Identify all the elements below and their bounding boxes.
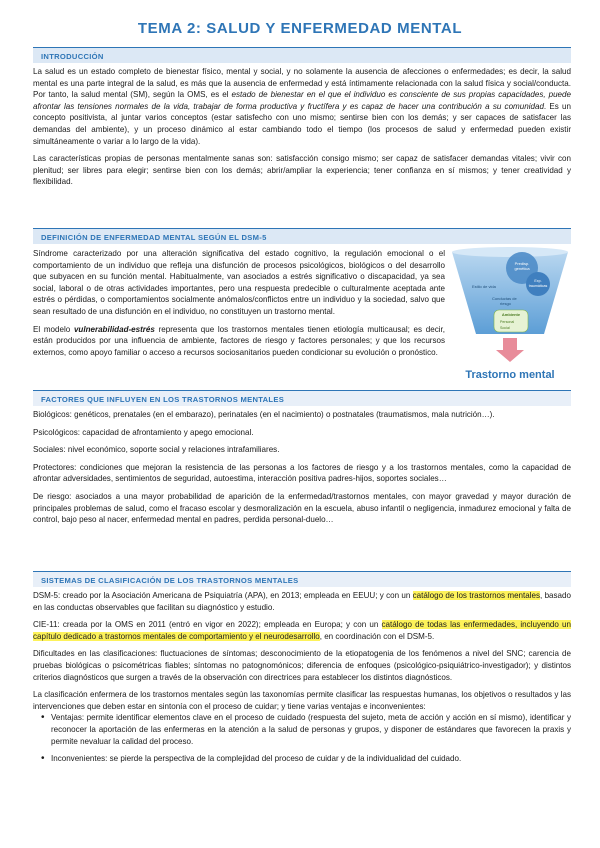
fig-label-personal: Personal bbox=[500, 320, 515, 324]
section-heading-intro: INTRODUCCIÓN bbox=[33, 47, 571, 63]
intro-body bbox=[33, 66, 571, 188]
def-p2-text: El modelo bbox=[33, 324, 74, 334]
cie11-paragraph bbox=[33, 619, 571, 642]
difficulties-paragraph: Dificultades en las clasificaciones: fluctuaciones de síntomas; desconocimiento de la etiopatogenia de los fenómenos a nivel del SNC; carencia de pruebas biológicas o psicométricas fiables; síntomas no patognomónicos; diferencia de enfoques (psicológico-psiquiátrico-investigador); y distintos criterios diagnósticos que surgen a través de la observación con directrices para establecer los distintos diagnósticos. bbox=[33, 649, 571, 682]
intro-p1-italic: estado de bienestar en el que el individuo es consciente de sus propias capacidades, puede afrontar las tensiones normales de la vida, trabajar de forma productiva y fructífera y es capaz de hacer una contribución a su comunidad bbox=[33, 90, 571, 111]
factor-risk: De riesgo: asociados a una mayor probabilidad de aparición de la enfermedad/trastornos mentales, con mayor gravedad y mayor duración de principales problemas de salud, como el fracaso escolar y desmoralización en la escuela, abuso infantil o negligencia, inmadurez emocional y falta de control, bajo peso al nacer, enfermedad mental en padres, perdida personal-duelo… bbox=[33, 491, 571, 525]
vulnerability-stress-diagram bbox=[448, 246, 572, 386]
definition-paragraph-1: Síndrome caracterizado por una alteración significativa del estado cognitivo, la regulación emocional o el comportamiento de un individuo que refleja una disfunción de procesos psicológicos, biológicos o del desarrollo que subyacen en su función mental. Habitualmente, van asociados a estrés significativo o discapacidad, ya sea social, laboral o de otras actividades importantes, pero una respuesta predecible o culturalmente aceptada ante estrés o pérdidas, o comportamientos socialmente anómalos/conflictos entre un individuo y la sociedad, salvo que sean resultado de una disfunción en el individuo, no constituyen un trastorno mental. bbox=[33, 249, 445, 316]
section-heading-factors: FACTORES QUE INFLUYEN EN LOS TRASTORNOS MENTALES bbox=[33, 390, 571, 406]
intro-p1-text: La salud es un estado completo de bienestar físico, mental y social, y no solamente la ausencia de afecciones o enfermedades; es decir, la salud mental es una parte integral de la salud, es más que la ausencia de enfermedad y está íntimamente relacionada con la salud física y social/conducta. Por tanto, la salud mental (SM), según la OMS, es el bbox=[33, 67, 571, 100]
fig-label-predisp: Predisp. bbox=[514, 261, 530, 266]
fig-label-genetica: genética bbox=[514, 266, 530, 271]
fig-label-exp: Exp. bbox=[534, 279, 542, 283]
dsm-text: DSM-5: creado por la Asociación Americana de Psiquiatría (APA), en 2013; empleada en EEUU; y con un bbox=[33, 591, 413, 600]
def-p2-text-end: representa que los trastornos mentales tienen etiología multicausal; es decir, están producidos por una influencia de ambiente, factores de riesgo y factores personales; y que los recursos externos, como apoyo familiar o acceso a recursos sociosanitarios pueden condicionar su evolución o pronóstico. bbox=[33, 324, 445, 357]
intro-paragraph-1 bbox=[33, 66, 571, 147]
cup-rim bbox=[452, 247, 568, 257]
intro-paragraph-2: Las características propias de personas mentalmente sanas son: satisfacción consigo mismo; ser capaz de satisfacer demandas vitales; vivir con plenitud; ser libres para elegir; sentirse bien con los demás; abrir/ampliar la experiencia; tener confianza en sí mismos; y tener creatividad y flexibilidad. bbox=[33, 154, 571, 187]
factor-biological: Biológicos: genéticos, prenatales (en el embarazo), perinatales (en el nacimiento) o postnatales (traumatismos, mala nutrición…). bbox=[33, 410, 495, 419]
fig-label-conductas: Conductas de bbox=[492, 296, 517, 301]
fig-label-ambiente: Ambiente bbox=[501, 312, 521, 317]
factor-protective: Protectores: condiciones que mejoran la resistencia de las personas a los factores de riesgo y a los trastornos mentales, como la capacidad de afrontar adversidades, sentimientos de seguridad, autoestima, interacción positiva padres-hijos, soportes sociales… bbox=[33, 462, 571, 484]
dsm-highlight: catálogo de los trastornos mentales bbox=[412, 591, 541, 600]
fig-caption: Trastorno mental bbox=[465, 369, 555, 381]
down-arrow-icon bbox=[496, 338, 524, 362]
dsm-text-end: , basado en las conductas observables que facilitan su diagnóstico y estudio. bbox=[33, 591, 571, 612]
intro-p1-text-end: . Es un concepto positivista, al juntar varios conceptos (estar satisfecho con uno mismo; sentirse bien con los demás; y ser capaces de satisfacer las demandas del ambiente), y un proceso dinámico al estar cambiando todo el tiempo (los procesos de salud y enfermedad pueden existir simultáneamente o variar a lo largo de la vida). bbox=[33, 101, 571, 146]
fig-label-traumaticas: traumáticas bbox=[528, 284, 548, 288]
section-heading-systems: SISTEMAS DE CLASIFICACIÓN DE LOS TRASTORNOS MENTALES bbox=[33, 571, 571, 587]
fig-label-estilo: Estilo de vida bbox=[472, 284, 496, 289]
cie-text-end: , en coordinación con el DSM-5. bbox=[319, 631, 435, 641]
dsm5-paragraph bbox=[33, 590, 571, 613]
list-item-disadvantages: • Inconvenientes: se pierde la perspectiva de la complejidad del proceso de cuidar y de la individualidad del cuidado. bbox=[51, 753, 571, 765]
page-title: TEMA 2: SALUD Y ENFERMEDAD MENTAL bbox=[137, 20, 463, 37]
list-item-advantages: • Ventajas: permite identificar elementos clave en el proceso de cuidado (respuesta del sujeto, meta de acción y acción en sí mismo), identificar y reconocer la aportación de las enfermeras en la atención a la salud de personas y grupos, y disponer de estándares que favorecen la praxis y permite nevaluar la calidad del proceso. bbox=[51, 712, 571, 747]
systems-body bbox=[33, 590, 571, 765]
definition-body bbox=[33, 248, 445, 358]
cie-text: CIE-11: creada por la OMS en 2011 (entró en vigor en 2022); empleada en Europa; y con un bbox=[33, 620, 382, 630]
factor-social: Sociales: nivel económico, soporte social y relaciones intrafamiliares. bbox=[33, 445, 280, 455]
fig-label-riesgo: riesgo bbox=[500, 301, 511, 306]
factors-body bbox=[33, 409, 571, 526]
definition-paragraph-2 bbox=[33, 324, 445, 359]
section-heading-definition: DEFINICIÓN DE ENFERMEDAD MENTAL SEGÚN EL DSM-5 bbox=[33, 228, 571, 244]
nursing-paragraph: La clasificación enfermera de los trastornos mentales según las taxonomías permite clasificar las respuestas humanas, los objetivos o resultados y las intervenciones que deben estar en sintonía con el proceso de cuidar; y tiene varias ventajas e inconvenientes: bbox=[33, 690, 571, 711]
fig-label-social: Social bbox=[500, 326, 510, 330]
factor-psychological: Psicológicos: capacidad de afrontamiento y apego emocional. bbox=[33, 427, 254, 437]
def-p2-italic: vulnerabilidad-estrés bbox=[73, 324, 155, 334]
cie-highlight: catálogo de todas las enfermedades, incluyendo un capítulo dedicado a trastornos mentales de comportamiento y el neurodesarrollo bbox=[33, 620, 571, 641]
